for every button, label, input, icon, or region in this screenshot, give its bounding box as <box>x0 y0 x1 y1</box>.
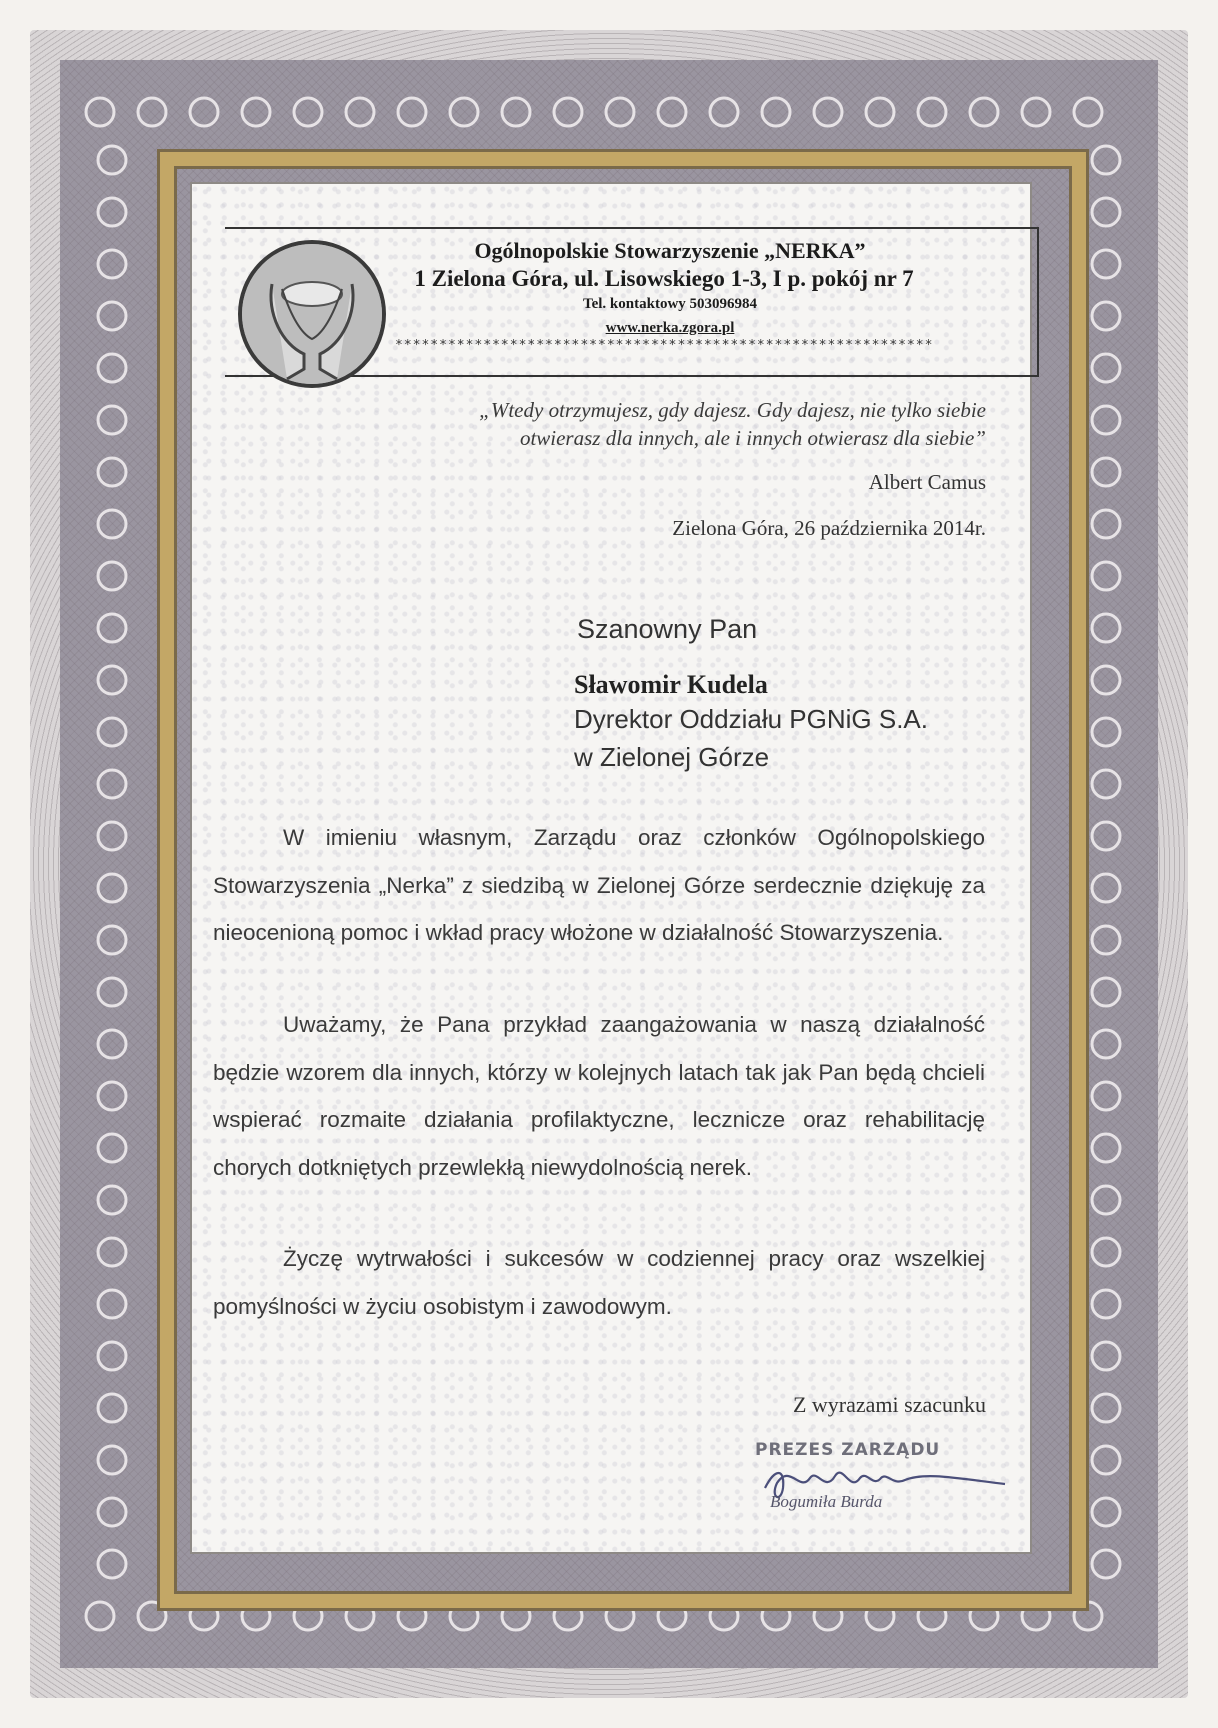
quote-line-1: „Wtedy otrzymujesz, gdy dajesz. Gdy dajesz, nie tylko siebie <box>479 398 986 422</box>
stamp-name: Bogumiła Burda <box>770 1492 883 1511</box>
quote-author: Albert Camus <box>868 470 986 494</box>
salutation: Szanowny Pan <box>577 614 758 644</box>
organization-logo <box>238 240 386 388</box>
closing-phrase: Z wyrazami szacunku <box>792 1392 986 1417</box>
org-website[interactable]: www.nerka.zgora.pl <box>605 320 735 336</box>
recipient-title: Dyrektor Oddziału PGNiG S.A. <box>574 704 928 734</box>
stamp-title: PREZES ZARZĄDU <box>755 1440 941 1460</box>
recipient-place: w Zielonej Górze <box>574 742 770 772</box>
org-address: 1 Zielona Góra, ul. Lisowskiego 1-3, I p. pokój nr 7 <box>414 266 914 291</box>
org-name: Ogólnopolskie Stowarzyszenie „NERKA” <box>474 238 866 263</box>
body-paragraph-2: Uważamy, że Pana przykład zaangażowania w naszą działalność będzie wzorem dla innych, którzy w kolejnych latach tak jak Pan będą chcieli wspierać rozmaite działania profilaktyczne, lecznicze oraz rehabilitację chorych dotkniętych przewlekłą niewydolnością nerek. <box>213 1012 985 1180</box>
body-paragraph-1: W imieniu własnym, Zarządu oraz członków Ogólnopolskiego Stowarzyszenia „Nerka” z siedzibą w Zielonej Górze serdecznie dziękuję za nieocenioną pomoc i wkład pracy włożone w działalność Stowarzyszenia. <box>213 825 985 945</box>
body-paragraph-3: Życzę wytrwałości i sukcesów w codziennej pracy oraz wszelkiej pomyślności w życiu osobistym i zawodowym. <box>213 1246 985 1319</box>
org-phone: Tel. kontaktowy 503096984 <box>582 296 758 312</box>
hands-icon <box>242 244 382 384</box>
recipient-name: Sławomir Kudela <box>574 670 768 699</box>
quote-line-2: otwierasz dla innych, ale i innych otwierasz dla siebie” <box>519 426 986 450</box>
letter-date: Zielona Góra, 26 października 2014r. <box>672 516 986 540</box>
header-separator: ************************************************************* <box>395 338 934 353</box>
